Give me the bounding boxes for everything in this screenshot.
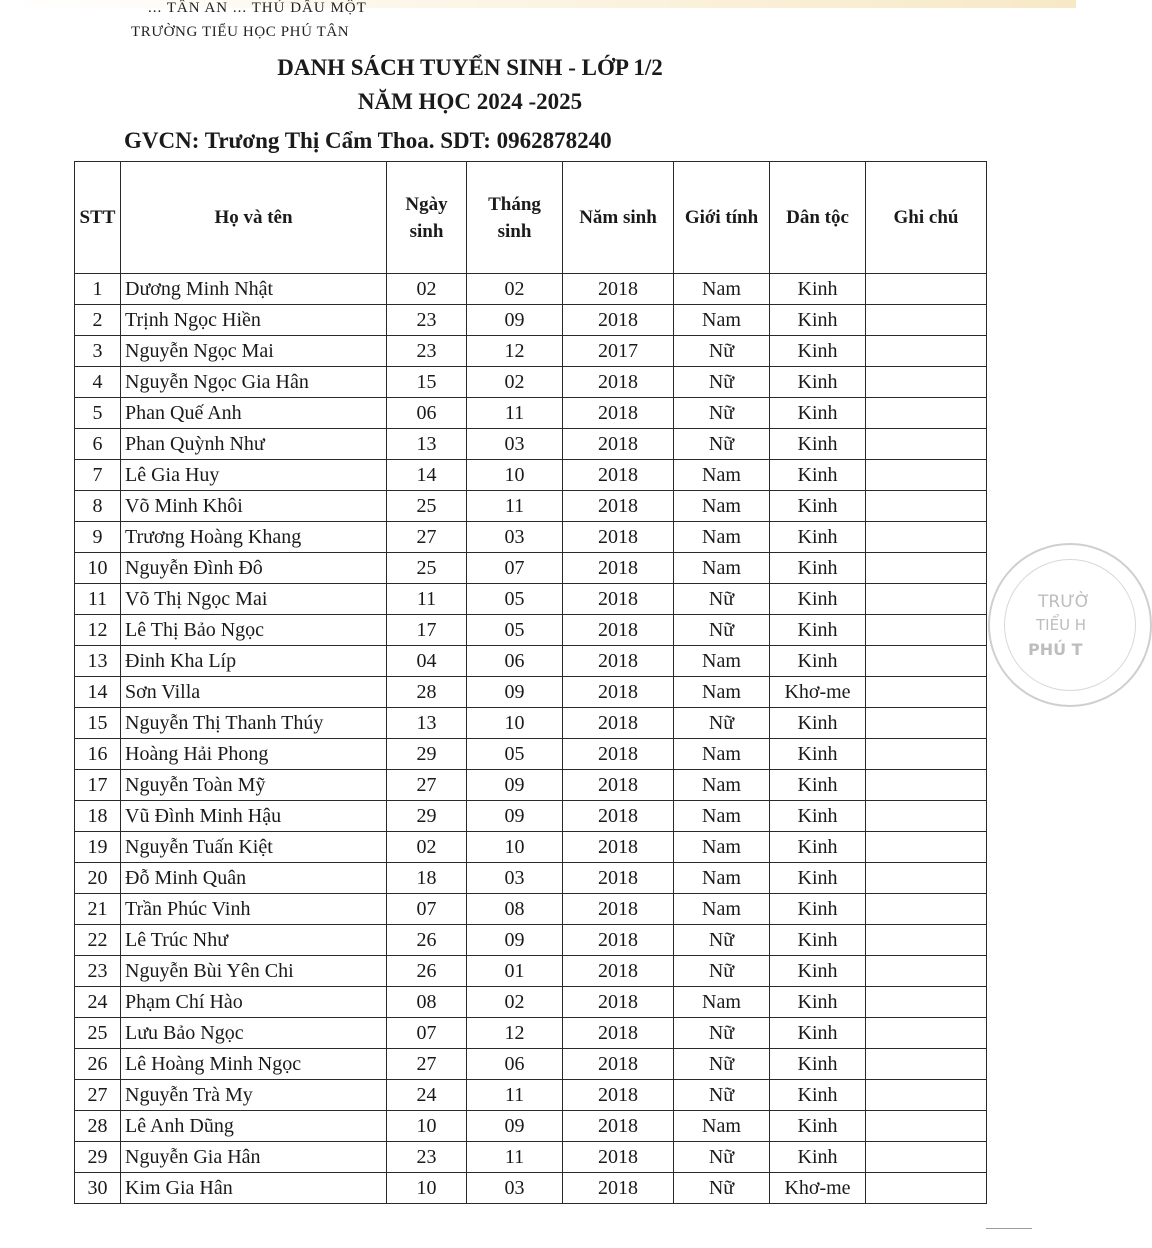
cell-birth-year: 2018 (563, 1049, 674, 1080)
cell-name: Nguyễn Ngọc Gia Hân (121, 367, 387, 398)
cell-ethnicity: Kinh (770, 1142, 866, 1173)
cell-ethnicity: Kinh (770, 646, 866, 677)
cell-name: Trịnh Ngọc Hiền (121, 305, 387, 336)
cell-birth-month: 02 (467, 274, 563, 305)
cell-ethnicity: Kinh (770, 987, 866, 1018)
cell-stt: 1 (75, 274, 121, 305)
scan-edge-line (986, 1228, 1032, 1229)
cell-birth-year: 2018 (563, 925, 674, 956)
homeroom-teacher: GVCN: Trương Thị Cẩm Thoa. SDT: 0962878240 (124, 128, 612, 153)
cell-notes (866, 1173, 987, 1204)
header-stt: STT (75, 162, 121, 274)
cell-stt: 30 (75, 1173, 121, 1204)
cell-ethnicity: Kinh (770, 522, 866, 553)
cell-birth-day: 02 (387, 832, 467, 863)
cell-ethnicity: Kinh (770, 398, 866, 429)
cell-ethnicity: Kinh (770, 553, 866, 584)
cell-stt: 8 (75, 491, 121, 522)
cell-birth-month: 05 (467, 584, 563, 615)
cell-birth-year: 2018 (563, 305, 674, 336)
table-row (75, 460, 987, 491)
table-row (75, 1142, 987, 1173)
cell-name: Nguyễn Gia Hân (121, 1142, 387, 1173)
table-row (75, 615, 987, 646)
cell-ethnicity: Khơ-me (770, 677, 866, 708)
table-row (75, 429, 987, 460)
cell-gender: Nam (674, 832, 770, 863)
cell-birth-year: 2018 (563, 460, 674, 491)
cell-notes (866, 956, 987, 987)
table-row (75, 987, 987, 1018)
cell-birth-month: 11 (467, 1080, 563, 1111)
cell-stt: 27 (75, 1080, 121, 1111)
cell-name: Phạm Chí Hào (121, 987, 387, 1018)
cell-ethnicity: Kinh (770, 615, 866, 646)
cell-birth-day: 10 (387, 1111, 467, 1142)
cell-notes (866, 646, 987, 677)
header-gender: Giới tính (674, 162, 770, 274)
cell-ethnicity: Kinh (770, 460, 866, 491)
cell-gender: Nữ (674, 1142, 770, 1173)
cell-ethnicity: Kinh (770, 1049, 866, 1080)
cell-birth-month: 10 (467, 708, 563, 739)
cell-ethnicity: Kinh (770, 1018, 866, 1049)
cell-stt: 25 (75, 1018, 121, 1049)
table-row (75, 1018, 987, 1049)
cell-gender: Nam (674, 863, 770, 894)
header-birth-month-line2: sinh (497, 220, 532, 242)
cell-stt: 10 (75, 553, 121, 584)
cell-birth-year: 2017 (563, 336, 674, 367)
table-row (75, 956, 987, 987)
header-notes: Ghi chú (866, 162, 987, 274)
cell-birth-month: 11 (467, 491, 563, 522)
cell-birth-month: 05 (467, 615, 563, 646)
cell-notes (866, 677, 987, 708)
cell-ethnicity: Kinh (770, 708, 866, 739)
cell-birth-year: 2018 (563, 956, 674, 987)
cell-name: Kim Gia Hân (121, 1173, 387, 1204)
table-row (75, 832, 987, 863)
cell-name: Hoàng Hải Phong (121, 739, 387, 770)
cell-birth-day: 28 (387, 677, 467, 708)
cell-birth-day: 06 (387, 398, 467, 429)
cell-ethnicity: Kinh (770, 491, 866, 522)
cell-stt: 23 (75, 956, 121, 987)
cell-birth-month: 03 (467, 1173, 563, 1204)
cell-birth-day: 25 (387, 491, 467, 522)
cell-birth-year: 2018 (563, 739, 674, 770)
enrollment-table (74, 161, 987, 1204)
cell-birth-year: 2018 (563, 367, 674, 398)
table-row (75, 398, 987, 429)
cell-stt: 3 (75, 336, 121, 367)
cell-stt: 22 (75, 925, 121, 956)
cell-stt: 6 (75, 429, 121, 460)
cell-notes (866, 398, 987, 429)
school-year: NĂM HỌC 2024 -2025 (357, 89, 583, 114)
cell-notes (866, 863, 987, 894)
cell-birth-year: 2018 (563, 615, 674, 646)
cell-ethnicity: Kinh (770, 336, 866, 367)
cell-birth-year: 2018 (563, 863, 674, 894)
table-row (75, 863, 987, 894)
cell-birth-day: 17 (387, 615, 467, 646)
cell-gender: Nữ (674, 398, 770, 429)
table-row (75, 584, 987, 615)
cell-notes (866, 770, 987, 801)
cell-birth-month: 03 (467, 522, 563, 553)
cell-notes (866, 615, 987, 646)
cell-birth-day: 13 (387, 429, 467, 460)
cell-birth-day: 02 (387, 274, 467, 305)
cell-stt: 26 (75, 1049, 121, 1080)
cell-birth-month: 10 (467, 832, 563, 863)
header-ethnicity: Dân tộc (770, 162, 866, 274)
header-birth-month (467, 162, 563, 274)
cell-notes (866, 491, 987, 522)
cell-stt: 16 (75, 739, 121, 770)
cell-stt: 20 (75, 863, 121, 894)
table-row (75, 491, 987, 522)
cell-ethnicity: Kinh (770, 1080, 866, 1111)
cell-ethnicity: Kinh (770, 429, 866, 460)
cell-notes (866, 1049, 987, 1080)
table-row (75, 646, 987, 677)
cell-birth-month: 02 (467, 367, 563, 398)
cell-birth-day: 07 (387, 1018, 467, 1049)
cell-name: Vũ Đình Minh Hậu (121, 801, 387, 832)
table-row (75, 274, 987, 305)
cell-notes (866, 1111, 987, 1142)
cell-stt: 21 (75, 894, 121, 925)
cell-ethnicity: Kinh (770, 770, 866, 801)
cell-birth-month: 09 (467, 925, 563, 956)
cell-notes (866, 925, 987, 956)
cell-birth-year: 2018 (563, 1018, 674, 1049)
cell-name: Lê Gia Huy (121, 460, 387, 491)
cell-name: Nguyễn Bùi Yên Chi (121, 956, 387, 987)
cell-gender: Nam (674, 646, 770, 677)
cell-notes (866, 1142, 987, 1173)
cell-birth-day: 23 (387, 305, 467, 336)
cell-stt: 12 (75, 615, 121, 646)
cell-ethnicity: Kinh (770, 894, 866, 925)
cell-gender: Nam (674, 553, 770, 584)
cell-stt: 19 (75, 832, 121, 863)
cell-name: Nguyễn Ngọc Mai (121, 336, 387, 367)
cell-birth-month: 09 (467, 801, 563, 832)
cell-name: Trần Phúc Vinh (121, 894, 387, 925)
cell-gender: Nữ (674, 708, 770, 739)
table-row (75, 770, 987, 801)
cell-birth-month: 10 (467, 460, 563, 491)
cell-gender: Nam (674, 739, 770, 770)
cell-name: Lưu Bảo Ngọc (121, 1018, 387, 1049)
cell-name: Nguyễn Toàn Mỹ (121, 770, 387, 801)
cell-birth-day: 24 (387, 1080, 467, 1111)
cell-ethnicity: Kinh (770, 925, 866, 956)
cell-notes (866, 584, 987, 615)
cell-name: Trương Hoàng Khang (121, 522, 387, 553)
cell-birth-day: 14 (387, 460, 467, 491)
cell-name: Sơn Villa (121, 677, 387, 708)
header-birth-day (387, 162, 467, 274)
cell-stt: 11 (75, 584, 121, 615)
cell-birth-month: 11 (467, 1142, 563, 1173)
header-name: Họ và tên (121, 162, 387, 274)
cell-birth-day: 23 (387, 1142, 467, 1173)
cell-notes (866, 429, 987, 460)
cell-birth-month: 05 (467, 739, 563, 770)
cell-birth-day: 26 (387, 956, 467, 987)
cell-birth-year: 2018 (563, 770, 674, 801)
cell-name: Võ Minh Khôi (121, 491, 387, 522)
cell-gender: Nam (674, 274, 770, 305)
cell-birth-day: 15 (387, 367, 467, 398)
header-birth-year: Năm sinh (563, 162, 674, 274)
cell-notes (866, 894, 987, 925)
cell-birth-year: 2018 (563, 398, 674, 429)
table-row (75, 553, 987, 584)
cell-stt: 13 (75, 646, 121, 677)
cell-birth-day: 04 (387, 646, 467, 677)
cell-gender: Nam (674, 770, 770, 801)
cell-birth-day: 27 (387, 1049, 467, 1080)
cell-gender: Nam (674, 801, 770, 832)
table-row (75, 677, 987, 708)
cell-birth-day: 27 (387, 770, 467, 801)
cell-stt: 2 (75, 305, 121, 336)
cell-ethnicity: Kinh (770, 801, 866, 832)
cell-birth-year: 2018 (563, 1173, 674, 1204)
cell-stt: 5 (75, 398, 121, 429)
cell-ethnicity: Khơ-me (770, 1173, 866, 1204)
table-row (75, 894, 987, 925)
school-seal (988, 543, 1152, 707)
cell-birth-month: 09 (467, 305, 563, 336)
cell-notes (866, 336, 987, 367)
cell-birth-day: 11 (387, 584, 467, 615)
cell-gender: Nữ (674, 429, 770, 460)
cell-birth-year: 2018 (563, 522, 674, 553)
cell-stt: 17 (75, 770, 121, 801)
cell-birth-year: 2018 (563, 429, 674, 460)
cell-stt: 7 (75, 460, 121, 491)
cell-notes (866, 1018, 987, 1049)
cell-birth-year: 2018 (563, 708, 674, 739)
cell-birth-month: 07 (467, 553, 563, 584)
cell-birth-day: 26 (387, 925, 467, 956)
cell-name: Nguyễn Thị Thanh Thúy (121, 708, 387, 739)
cell-ethnicity: Kinh (770, 274, 866, 305)
cell-gender: Nữ (674, 1018, 770, 1049)
header-birth-day-line1: Ngày (405, 193, 448, 215)
cell-birth-month: 09 (467, 677, 563, 708)
cell-notes (866, 274, 987, 305)
cell-name: Phan Quế Anh (121, 398, 387, 429)
cell-birth-month: 12 (467, 336, 563, 367)
cell-ethnicity: Kinh (770, 863, 866, 894)
cell-ethnicity: Kinh (770, 584, 866, 615)
cell-gender: Nữ (674, 615, 770, 646)
cell-notes (866, 305, 987, 336)
cell-birth-year: 2018 (563, 987, 674, 1018)
cell-birth-month: 02 (467, 987, 563, 1018)
cell-birth-month: 12 (467, 1018, 563, 1049)
header-birth-day-line2: sinh (409, 220, 444, 242)
cell-stt: 24 (75, 987, 121, 1018)
cell-gender: Nữ (674, 1080, 770, 1111)
cell-gender: Nam (674, 460, 770, 491)
table-row (75, 1049, 987, 1080)
cell-birth-day: 29 (387, 739, 467, 770)
cell-notes (866, 739, 987, 770)
table-row (75, 708, 987, 739)
cell-birth-month: 03 (467, 863, 563, 894)
cell-birth-day: 13 (387, 708, 467, 739)
cell-birth-day: 10 (387, 1173, 467, 1204)
header-birth-month-line1: Tháng (488, 193, 541, 215)
cell-notes (866, 801, 987, 832)
table-row (75, 1080, 987, 1111)
cell-birth-day: 25 (387, 553, 467, 584)
cell-notes (866, 987, 987, 1018)
cell-name: Đỗ Minh Quân (121, 863, 387, 894)
cell-birth-month: 08 (467, 894, 563, 925)
cell-birth-year: 2018 (563, 1080, 674, 1111)
cell-gender: Nam (674, 522, 770, 553)
seal-text-line1: TRƯỜ (1038, 592, 1091, 612)
cell-name: Lê Thị Bảo Ngọc (121, 615, 387, 646)
cell-name: Đinh Kha Líp (121, 646, 387, 677)
document-title: DANH SÁCH TUYỂN SINH - LỚP 1/2 (277, 55, 663, 80)
cell-birth-year: 2018 (563, 553, 674, 584)
table-row (75, 925, 987, 956)
cell-stt: 29 (75, 1142, 121, 1173)
cell-birth-day: 27 (387, 522, 467, 553)
cell-ethnicity: Kinh (770, 739, 866, 770)
cell-birth-year: 2018 (563, 491, 674, 522)
cell-birth-month: 09 (467, 1111, 563, 1142)
cell-name: Võ Thị Ngọc Mai (121, 584, 387, 615)
cell-birth-day: 29 (387, 801, 467, 832)
cell-ethnicity: Kinh (770, 956, 866, 987)
cell-birth-day: 08 (387, 987, 467, 1018)
cell-notes (866, 1080, 987, 1111)
cell-name: Nguyễn Đình Đô (121, 553, 387, 584)
cell-birth-day: 18 (387, 863, 467, 894)
table-row (75, 1111, 987, 1142)
cell-gender: Nữ (674, 367, 770, 398)
cell-gender: Nữ (674, 1173, 770, 1204)
cell-stt: 4 (75, 367, 121, 398)
cell-notes (866, 553, 987, 584)
cell-birth-day: 23 (387, 336, 467, 367)
cell-stt: 9 (75, 522, 121, 553)
cell-name: Nguyễn Tuấn Kiệt (121, 832, 387, 863)
cell-gender: Nam (674, 894, 770, 925)
header-authority: ... TÂN AN ... THỦ DẦU MỘT (148, 0, 367, 16)
table-row (75, 801, 987, 832)
cell-stt: 14 (75, 677, 121, 708)
table-row (75, 367, 987, 398)
cell-gender: Nam (674, 305, 770, 336)
cell-name: Nguyễn Trà My (121, 1080, 387, 1111)
table-body (75, 274, 987, 1204)
cell-gender: Nam (674, 1111, 770, 1142)
cell-notes (866, 460, 987, 491)
cell-birth-year: 2018 (563, 832, 674, 863)
cell-birth-day: 07 (387, 894, 467, 925)
table-row (75, 739, 987, 770)
cell-birth-month: 06 (467, 1049, 563, 1080)
cell-name: Lê Hoàng Minh Ngọc (121, 1049, 387, 1080)
cell-gender: Nữ (674, 956, 770, 987)
table-header-row (75, 162, 987, 274)
cell-stt: 15 (75, 708, 121, 739)
cell-ethnicity: Kinh (770, 367, 866, 398)
table-row (75, 305, 987, 336)
cell-notes (866, 367, 987, 398)
cell-name: Lê Trúc Như (121, 925, 387, 956)
cell-birth-year: 2018 (563, 677, 674, 708)
cell-name: Phan Quỳnh Như (121, 429, 387, 460)
cell-name: Dương Minh Nhật (121, 274, 387, 305)
cell-ethnicity: Kinh (770, 305, 866, 336)
table-row (75, 1173, 987, 1204)
cell-birth-year: 2018 (563, 801, 674, 832)
cell-gender: Nữ (674, 584, 770, 615)
cell-birth-year: 2018 (563, 1142, 674, 1173)
cell-birth-year: 2018 (563, 894, 674, 925)
cell-notes (866, 832, 987, 863)
cell-birth-month: 01 (467, 956, 563, 987)
cell-gender: Nữ (674, 336, 770, 367)
seal-text-line2: TIỂU H (1036, 616, 1087, 634)
cell-birth-month: 11 (467, 398, 563, 429)
header-school: TRƯỜNG TIỂU HỌC PHÚ TÂN (131, 24, 350, 40)
cell-gender: Nữ (674, 925, 770, 956)
cell-birth-month: 09 (467, 770, 563, 801)
cell-gender: Nam (674, 987, 770, 1018)
cell-gender: Nữ (674, 1049, 770, 1080)
cell-birth-year: 2018 (563, 646, 674, 677)
cell-gender: Nam (674, 491, 770, 522)
seal-text-line3: PHÚ T (1028, 640, 1083, 659)
cell-stt: 28 (75, 1111, 121, 1142)
cell-ethnicity: Kinh (770, 1111, 866, 1142)
cell-birth-year: 2018 (563, 274, 674, 305)
cell-birth-year: 2018 (563, 1111, 674, 1142)
cell-notes (866, 708, 987, 739)
cell-gender: Nam (674, 677, 770, 708)
cell-birth-year: 2018 (563, 584, 674, 615)
cell-name: Lê Anh Dũng (121, 1111, 387, 1142)
cell-birth-month: 03 (467, 429, 563, 460)
cell-notes (866, 522, 987, 553)
cell-birth-month: 06 (467, 646, 563, 677)
cell-stt: 18 (75, 801, 121, 832)
table-row (75, 522, 987, 553)
cell-ethnicity: Kinh (770, 832, 866, 863)
table-row (75, 336, 987, 367)
